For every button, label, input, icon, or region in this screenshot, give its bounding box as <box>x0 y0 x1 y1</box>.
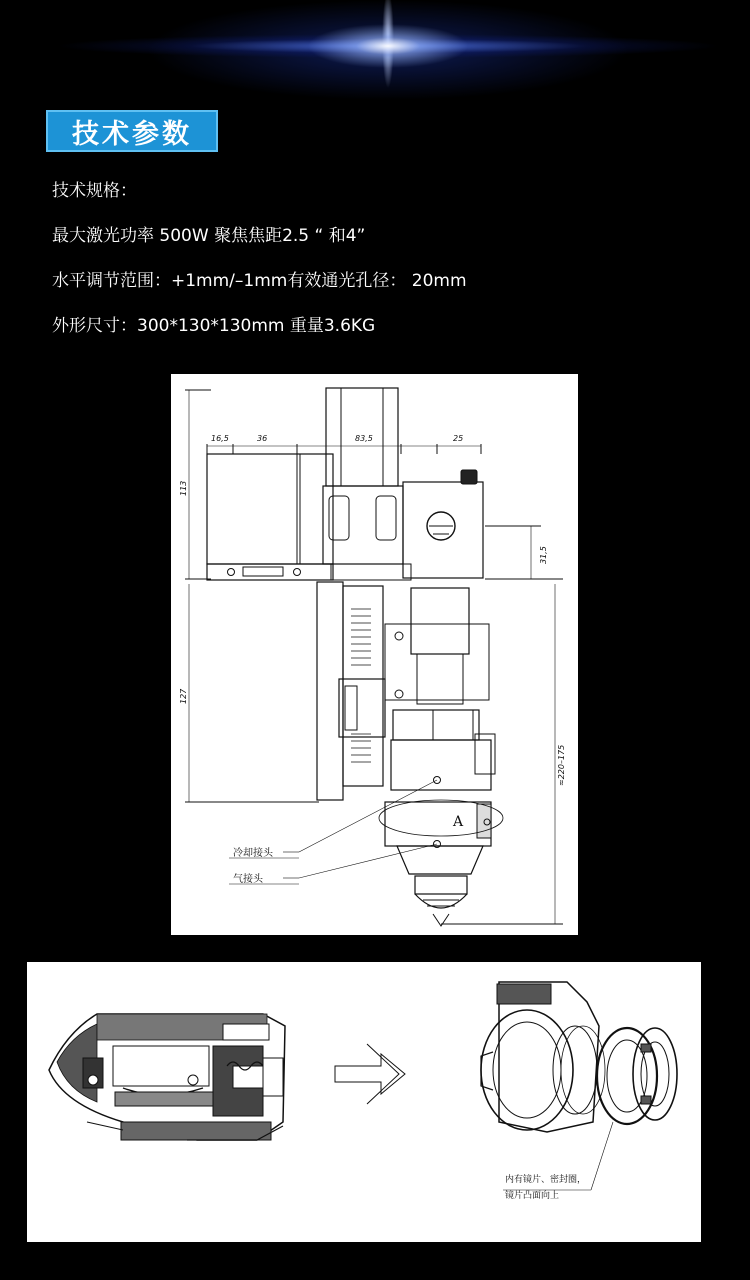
note-lens-seal: 内有镜片、密封圈， <box>505 1175 587 1185</box>
spec-adjust-aperture: 水平调节范围：+1mm/–1mm有效通光孔径： 20mm <box>52 271 467 291</box>
laser-head-dimension-drawing <box>171 374 578 935</box>
dim-36: 36 <box>257 434 268 443</box>
dim-113: 113 <box>179 480 188 496</box>
spec-power-focal: 最大激光功率 500W 聚焦焦距2.5 “ 和4” <box>52 226 366 246</box>
note-lens-convex-up: 镜片凸面向上 <box>505 1191 560 1201</box>
dim-16-5: 16,5 <box>211 434 229 443</box>
marker-a: A <box>453 814 464 830</box>
callout-cooling-connector: 冷却接头 <box>233 848 273 859</box>
dim-127: 127 <box>179 688 188 704</box>
dim-83-5: 83,5 <box>355 434 373 443</box>
spec-heading: 技术规格： <box>52 181 137 201</box>
section-title: 技术参数 <box>46 110 218 152</box>
lens-flare-decoration <box>0 0 750 110</box>
dim-31-5: 31,5 <box>539 546 548 564</box>
dim-220-175: ≈220–175 <box>557 744 566 786</box>
lens-assembly-drawing <box>27 962 701 1242</box>
dim-25: 25 <box>453 434 464 443</box>
callout-gas-connector: 气接头 <box>233 874 263 885</box>
spec-dimensions-weight: 外形尺寸：300*130*130mm 重量3.6KG <box>52 316 376 336</box>
